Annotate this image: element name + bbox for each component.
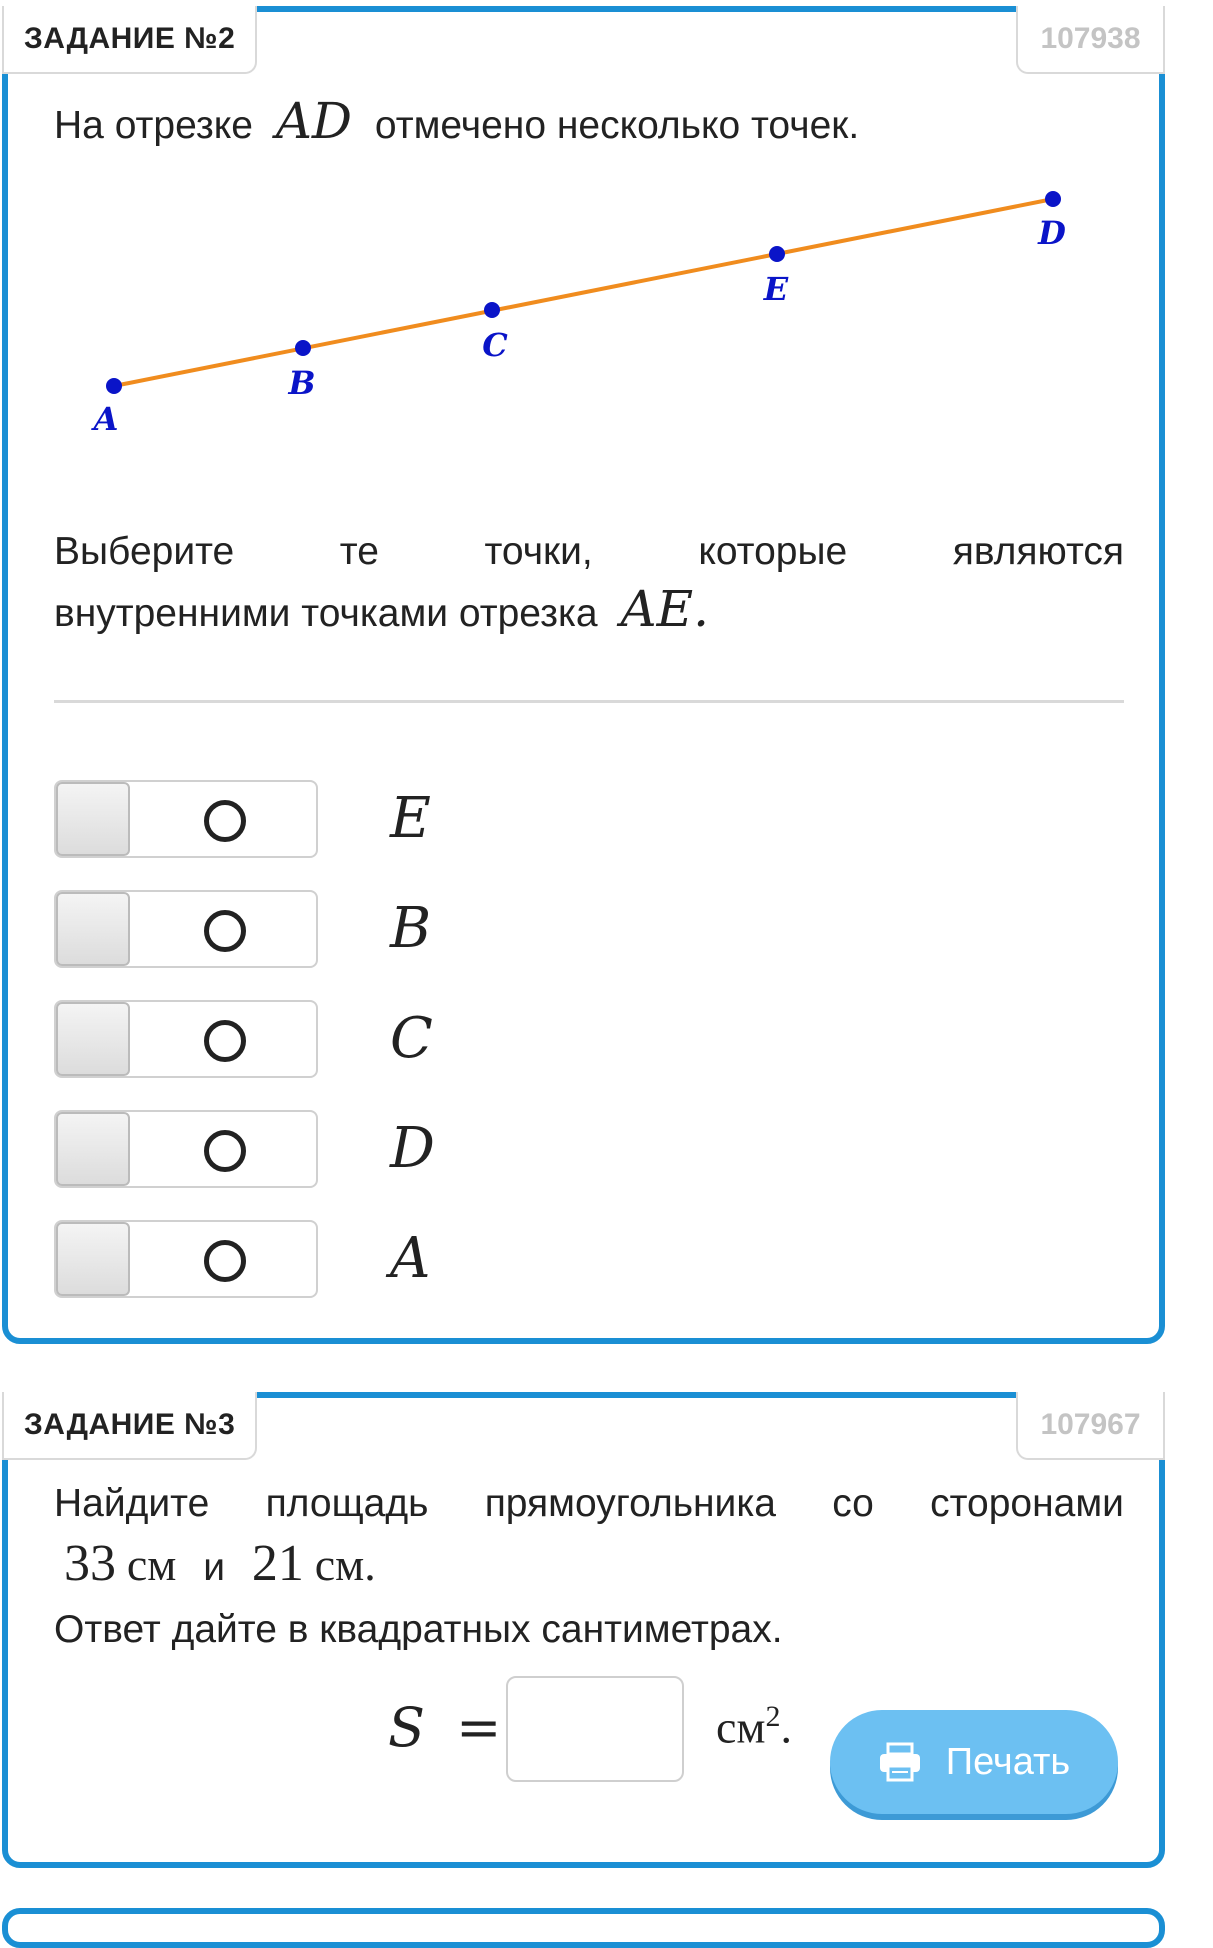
point-e-label: E <box>763 270 789 308</box>
option-label: C <box>390 1006 433 1071</box>
answer-note: Ответ дайте в квадратных сантиметрах. <box>54 1608 783 1651</box>
task-card-3 <box>2 1392 1165 1868</box>
toggle-knob[interactable] <box>56 782 130 856</box>
instruction-line-1 <box>54 530 1124 574</box>
off-circle-icon <box>204 800 246 842</box>
point-b-label: B <box>288 364 316 402</box>
option-label: B <box>390 896 432 961</box>
toggle-knob[interactable] <box>56 1002 130 1076</box>
off-circle-icon <box>204 910 246 952</box>
side-b-unit: см. <box>314 1539 376 1590</box>
option-row[interactable] <box>54 1000 454 1080</box>
unit-power: 2 <box>765 1700 781 1733</box>
prompt-word: прямоугольника <box>484 1482 776 1525</box>
toggle-knob[interactable] <box>56 1112 130 1186</box>
point-c-label: C <box>482 326 508 364</box>
divider <box>54 700 1124 703</box>
print-button[interactable] <box>830 1710 1118 1814</box>
task-card-2 <box>2 6 1165 1344</box>
instruction-text: внутренними точками отрезка <box>54 592 598 635</box>
task-prompt-line-1 <box>54 1482 1124 1526</box>
off-circle-icon <box>204 1130 246 1172</box>
option-label: E <box>390 786 431 851</box>
unit-text: см <box>716 1701 766 1753</box>
option-toggle[interactable] <box>54 780 318 858</box>
prompt-text: На отрезке <box>54 104 253 147</box>
instruction-word: являются <box>952 530 1124 573</box>
point-d-label: D <box>1038 214 1066 252</box>
toggle-knob[interactable] <box>56 892 130 966</box>
prompt-word: со <box>832 1482 874 1525</box>
option-toggle[interactable] <box>54 1110 318 1188</box>
unit-end: . <box>780 1701 793 1753</box>
point-b-dot <box>295 340 311 356</box>
option-row[interactable] <box>54 780 454 860</box>
task-id: 107938 <box>1016 6 1165 74</box>
option-toggle[interactable] <box>54 1220 318 1298</box>
side-b-value: 21 <box>251 1535 304 1592</box>
option-label: D <box>390 1116 435 1181</box>
print-label: Печать <box>945 1740 1071 1783</box>
prompt-text-end: отмечено несколько точек. <box>374 104 860 147</box>
printer-icon <box>878 1742 922 1782</box>
instruction-line-2 <box>54 580 709 638</box>
off-circle-icon <box>204 1020 246 1062</box>
instruction-word: те <box>339 530 379 573</box>
prompt-word: площадь <box>265 1482 429 1525</box>
point-d-dot <box>1045 191 1061 207</box>
answer-formula <box>388 1676 808 1786</box>
task-header: ЗАДАНИЕ №3 <box>2 1392 257 1460</box>
task-id: 107967 <box>1016 1392 1165 1460</box>
toggle-knob[interactable] <box>56 1222 130 1296</box>
point-a-dot <box>106 378 122 394</box>
option-label: A <box>390 1226 431 1291</box>
option-toggle[interactable] <box>54 1000 318 1078</box>
task-header: ЗАДАНИЕ №2 <box>2 6 257 74</box>
instruction-word: которые <box>698 530 848 573</box>
prompt-word: сторонами <box>930 1482 1124 1525</box>
segment-name: AE. <box>620 580 709 638</box>
instruction-word: Выберите <box>54 530 235 573</box>
side-a-unit: см <box>126 1539 177 1590</box>
option-row[interactable] <box>54 1220 454 1300</box>
formula-lhs <box>388 1696 501 1759</box>
conjunction: и <box>203 1546 226 1589</box>
option-row[interactable] <box>54 1110 454 1190</box>
point-a-label: A <box>93 400 119 438</box>
formula-unit <box>716 1700 792 1753</box>
instruction-word: точки, <box>484 530 593 573</box>
formula-equals: = <box>456 1696 502 1759</box>
segment-name: AD <box>275 92 353 150</box>
prompt-word: Найдите <box>54 1482 210 1525</box>
point-c-dot <box>484 302 500 318</box>
segment-figure <box>8 12 1158 472</box>
option-toggle[interactable] <box>54 890 318 968</box>
segment-line <box>114 199 1053 386</box>
side-a-value: 33 <box>64 1535 116 1592</box>
off-circle-icon <box>204 1240 246 1282</box>
point-e-dot <box>769 246 785 262</box>
task-prompt-line-2 <box>54 1534 376 1593</box>
option-row[interactable] <box>54 890 454 970</box>
formula-variable: S <box>388 1696 425 1759</box>
next-task-card-edge <box>2 1908 1165 1948</box>
answer-input[interactable] <box>506 1676 684 1782</box>
